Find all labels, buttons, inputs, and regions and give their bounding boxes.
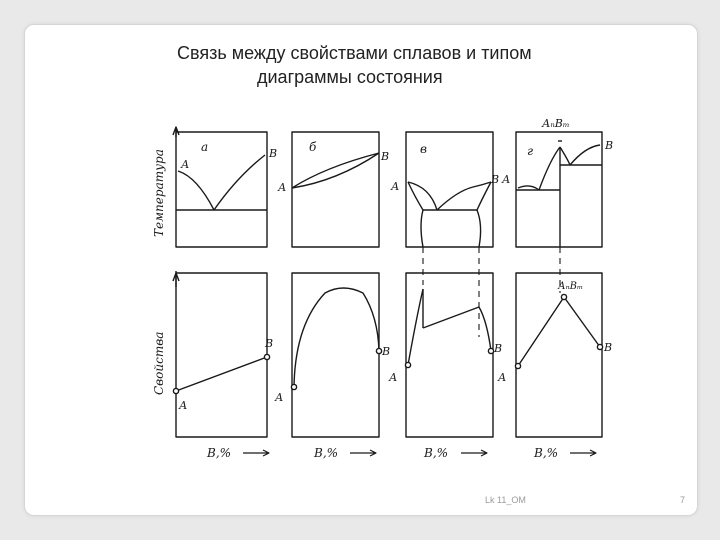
panel-b-solidus — [292, 153, 379, 188]
panel-c-property-right — [479, 307, 491, 351]
panel-a-top-label-a: А — [181, 158, 190, 171]
panel-c-solvus-left — [421, 210, 423, 247]
x-arrow-c — [461, 450, 487, 456]
panel-d-liquidus-4 — [570, 145, 600, 165]
property-axis-label: Свойства — [152, 331, 166, 395]
panel-b-top-curves — [292, 153, 379, 188]
panel-a-point-a — [173, 388, 178, 393]
x-label-a: В,% — [207, 446, 232, 460]
panel-c-bottom-curve — [405, 289, 493, 368]
panel-letter-a: а — [201, 140, 209, 154]
panel-b-bottom-curve — [291, 288, 381, 390]
panel-c-liquidus-left — [408, 182, 437, 210]
panel-letter-d: г — [527, 144, 534, 158]
x-label-b: В,% — [314, 446, 339, 460]
panel-d-point-compound — [561, 294, 566, 299]
panel-b-bottom-label-a: А — [275, 391, 284, 404]
panel-b-top-label-b: В — [381, 150, 390, 163]
panel-d-point-a — [515, 363, 520, 368]
panel-c-point-a — [405, 362, 410, 367]
panel-b-bottom-label-b: В — [382, 345, 391, 358]
slide-footer-source: Lk 11_OM — [485, 495, 526, 505]
panel-a-bottom-frame — [176, 273, 267, 437]
x-label-d: В,% — [534, 446, 559, 460]
panel-d-top-label-a: А — [502, 173, 511, 186]
phase-diagram-figure — [25, 25, 697, 515]
panel-c-liquidus-right — [437, 182, 491, 210]
panel-c-top-curves — [408, 182, 491, 247]
panel-a-top-frame — [176, 132, 267, 247]
panel-letter-c: в — [420, 142, 427, 156]
panel-d-bottom-curve — [515, 294, 602, 368]
x-arrow-d — [570, 450, 596, 456]
panel-c-bottom-frame — [406, 273, 493, 437]
panel-d-bottom-frame — [516, 273, 602, 437]
panel-c-solidus-left — [408, 182, 423, 210]
panel-c-bottom-label-b: В — [494, 342, 503, 355]
panel-letter-b: б — [309, 140, 317, 154]
temperature-axis-arrow — [173, 127, 179, 137]
panel-a-liquidus-right — [214, 155, 265, 210]
panel-d-point-b — [597, 344, 602, 349]
panel-d-property-fall — [564, 297, 600, 347]
x-label-c: В,% — [424, 446, 449, 460]
panel-b-top-label-a: А — [278, 181, 287, 194]
panel-d-liquidus-3 — [560, 147, 570, 165]
x-arrow-a — [243, 450, 269, 456]
panel-b-liquidus — [292, 153, 379, 188]
panel-c-point-b — [488, 348, 493, 353]
panel-c-top-label-b: В — [491, 173, 500, 186]
panel-a-bottom-label-a: А — [179, 399, 188, 412]
panel-a-top-label-b: В — [269, 147, 278, 160]
panel-b-property-arch — [294, 288, 379, 387]
panel-d-bottom-label-a: А — [498, 371, 507, 384]
panel-b-top-frame — [292, 132, 379, 247]
panel-c-top-label-a: А — [391, 180, 400, 193]
panel-b-point-b — [376, 348, 381, 353]
panel-d-top-label-compound: АₙВₘ — [542, 117, 570, 130]
panel-d-top-label-b: В — [605, 139, 614, 152]
slide — [24, 24, 698, 516]
title-line-2: диаграммы состояния — [257, 67, 443, 87]
panel-d-property-rise — [518, 297, 564, 366]
panel-d-bottom-label-b: В — [604, 341, 613, 354]
panel-a-bottom-curve — [173, 354, 269, 393]
x-arrow-b — [350, 450, 376, 456]
dashed-connectors — [423, 247, 560, 337]
title-line-1: Связь между свойствами сплавов и типом — [177, 43, 532, 63]
panel-a-property-line — [176, 357, 267, 391]
panel-b-point-a — [291, 384, 296, 389]
panel-c-solvus-right — [477, 210, 481, 247]
panel-d-bottom-label-compound: АₙВₘ — [558, 281, 584, 292]
figure-labels — [152, 117, 613, 460]
panel-c-bottom-label-a: А — [389, 371, 398, 384]
slide-page-number: 7 — [679, 495, 685, 505]
panel-a-bottom-label-b: В — [265, 337, 274, 350]
panel-c-property-left — [408, 289, 423, 365]
panel-a-point-b — [264, 354, 269, 359]
panel-d-liquidus-2 — [539, 147, 560, 190]
temperature-axis-label: Температура — [152, 149, 166, 237]
panel-a-liquidus-left — [178, 171, 214, 210]
panel-a-top-curves — [176, 155, 267, 210]
panel-c-property-middle — [423, 307, 479, 328]
